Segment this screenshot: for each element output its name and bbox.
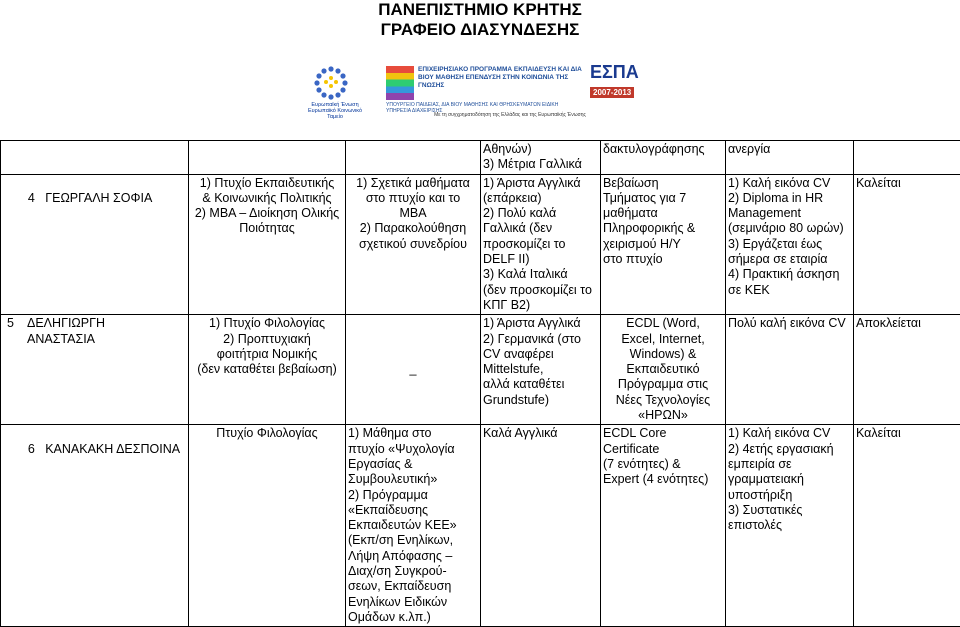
espa-word: ΕΣΠΑ xyxy=(590,62,658,82)
candidate-name: ΓΕΩΡΓΑΛΗ ΣΟΦΙΑ xyxy=(45,191,152,205)
cell-result: Καλείται xyxy=(854,425,960,627)
table-row xyxy=(1,425,960,627)
cell-training: _ xyxy=(346,315,481,425)
cell-computers: ECDL (Word, Excel, Internet, Windows) & Εκπαιδευτικό Πρόγραμμα στις Νέες Τεχνολογίες «ΗΡΩΝ» xyxy=(601,315,726,425)
cell-result: Αποκλείεται xyxy=(854,315,960,425)
eu-logo xyxy=(300,60,362,118)
epi-colour-icon xyxy=(386,66,414,100)
cell-computers: ECDL Core Certificate (7 ενότητες) & Expert (4 ενότητες) xyxy=(601,425,726,627)
cofunding-note: Με τη συγχρηματοδότηση της Ελλάδας και της Ευρωπαϊκής Ένωσης xyxy=(360,112,660,118)
cell-training: 1) Μάθημα στο πτυχίο «Ψυχολογία Εργασίας & Συμβουλευτική» 2) Πρόγραμμα «Εκπαίδευσης Εκπαιδευτών ΚΕΕ» (Εκπ/ση Ενηλίκων, Λήψη Απόφασης – Διαχ/ση Συγκρού- σεων, Εκπαίδευση Ενηλίκων Ειδικών Ομάδων κ.λπ.) xyxy=(346,425,481,627)
table-row xyxy=(1,315,960,425)
cell-degrees: 1) Πτυχίο Φιλολογίας 2) Προπτυχιακή φοιτήτρια Νομικής (δεν καταθέτει βεβαίωση) xyxy=(189,315,346,425)
espa-logo xyxy=(590,62,658,110)
candidate-name: ΔΕΛΗΓΙΩΡΓΗ ΑΝΑΣΤΑΣΙΑ xyxy=(27,316,105,347)
candidates-table xyxy=(0,140,960,627)
cell-result: Καλείται xyxy=(854,174,960,315)
cell-empty xyxy=(346,141,481,175)
row-number: 4 xyxy=(28,191,35,205)
eu-flag-icon xyxy=(303,64,359,102)
cell-name xyxy=(1,425,189,627)
cell-empty xyxy=(854,141,960,175)
cell-languages: 1) Άριστα Αγγλικά (επάρκεια) 2) Πολύ καλά Γαλλικά (δεν προσκομίζει το DELF II) 3) Καλά Ιταλικά (δεν προσκομίζει το ΚΠΓ Β2) xyxy=(481,174,601,315)
candidate-name: ΚΑΝΑΚΑΚΗ ΔΕΣΠΟΙΝΑ xyxy=(45,442,180,456)
cell-other: ανεργία xyxy=(726,141,854,175)
cell-empty xyxy=(189,141,346,175)
cell-computers: δακτυλογράφησης xyxy=(601,141,726,175)
funding-logos xyxy=(300,60,660,122)
espa-years: 2007-2013 xyxy=(590,87,634,98)
cell-training: 1) Σχετικά μαθήματα στο πτυχίο και το ΜΒΑ 2) Παρακολούθηση σχετικού συνεδρίου xyxy=(346,174,481,315)
cell-other: 1) Καλή εικόνα CV 2) Diploma in HR Management (σεμινάριο 80 ωρών) 3) Εργάζεται έως σήμερα σε εταιρία 4) Πρακτική άσκηση σε ΚΕΚ xyxy=(726,174,854,315)
cell-degrees: 1) Πτυχίο Εκπαιδευτικής & Κοινωνικής Πολιτικής 2) ΜΒΑ – Διοίκηση Ολικής Ποιότητας xyxy=(189,174,346,315)
cell-other: 1) Καλή εικόνα CV 2) 4ετής εργασιακή εμπειρία σε γραμματειακή υποστήριξη 3) Συστατικές επιστολές xyxy=(726,425,854,627)
row-number: 6 xyxy=(28,442,35,456)
cell-computers: Βεβαίωση Τμήματος για 7 μαθήματα Πληροφορικής & χειρισμού Η/Υ στο πτυχίο xyxy=(601,174,726,315)
table-row xyxy=(1,174,960,315)
cell-other: Πολύ καλή εικόνα CV xyxy=(726,315,854,425)
cell-name xyxy=(1,315,189,425)
epi-logo-text: ΕΠΙΧΕΙΡΗΣΙΑΚΟ ΠΡΟΓΡΑΜΜΑ ΕΚΠΑΙΔΕΥΣΗ ΚΑΙ ΔΙΑ ΒΙΟΥ ΜΑΘΗΣΗ ΕΠΕΝΔΥΣΗ ΣΤΗΝ ΚΟΙΝΩΝΙΑ ΤΗΣ ΓΝΩΣΗΣ xyxy=(418,66,583,90)
cell-degrees: Πτυχίο Φιλολογίας xyxy=(189,425,346,627)
cell-name xyxy=(1,174,189,315)
eu-caption: Ευρωπαϊκή Ένωση Ευρωπαϊκό Κοινωνικό Ταμείο xyxy=(300,102,370,120)
university-title: ΠΑΝΕΠΙΣΤΗΜΙΟ ΚΡΗΤΗΣ xyxy=(0,0,960,20)
cell-languages: 1) Άριστα Αγγλικά 2) Γερμανικά (στο CV αναφέρει Mittelstufe, αλλά καταθέτει Grundstufe) xyxy=(481,315,601,425)
table-row xyxy=(1,141,960,175)
cell-empty xyxy=(1,141,189,175)
cell-languages: Καλά Αγγλικά xyxy=(481,425,601,627)
epi-logo xyxy=(386,62,582,112)
office-title: ΓΡΑΦΕΙΟ ΔΙΑΣΥΝΔΕΣΗΣ xyxy=(0,20,960,40)
row-number: 5 xyxy=(7,316,27,347)
cell-languages: Αθηνών) 3) Μέτρια Γαλλικά xyxy=(481,141,601,175)
epi-ministry-text: ΥΠΟΥΡΓΕΙΟ ΠΑΙΔΕΙΑΣ, ΔΙΑ ΒΙΟΥ ΜΑΘΗΣΗΣ ΚΑΙ ΘΡΗΣΚΕΥΜΑΤΩΝ ΕΙΔΙΚΗ ΥΠΗΡΕΣΙΑ ΔΙΑΧΕΙΡΙΣΗΣ xyxy=(386,102,582,114)
